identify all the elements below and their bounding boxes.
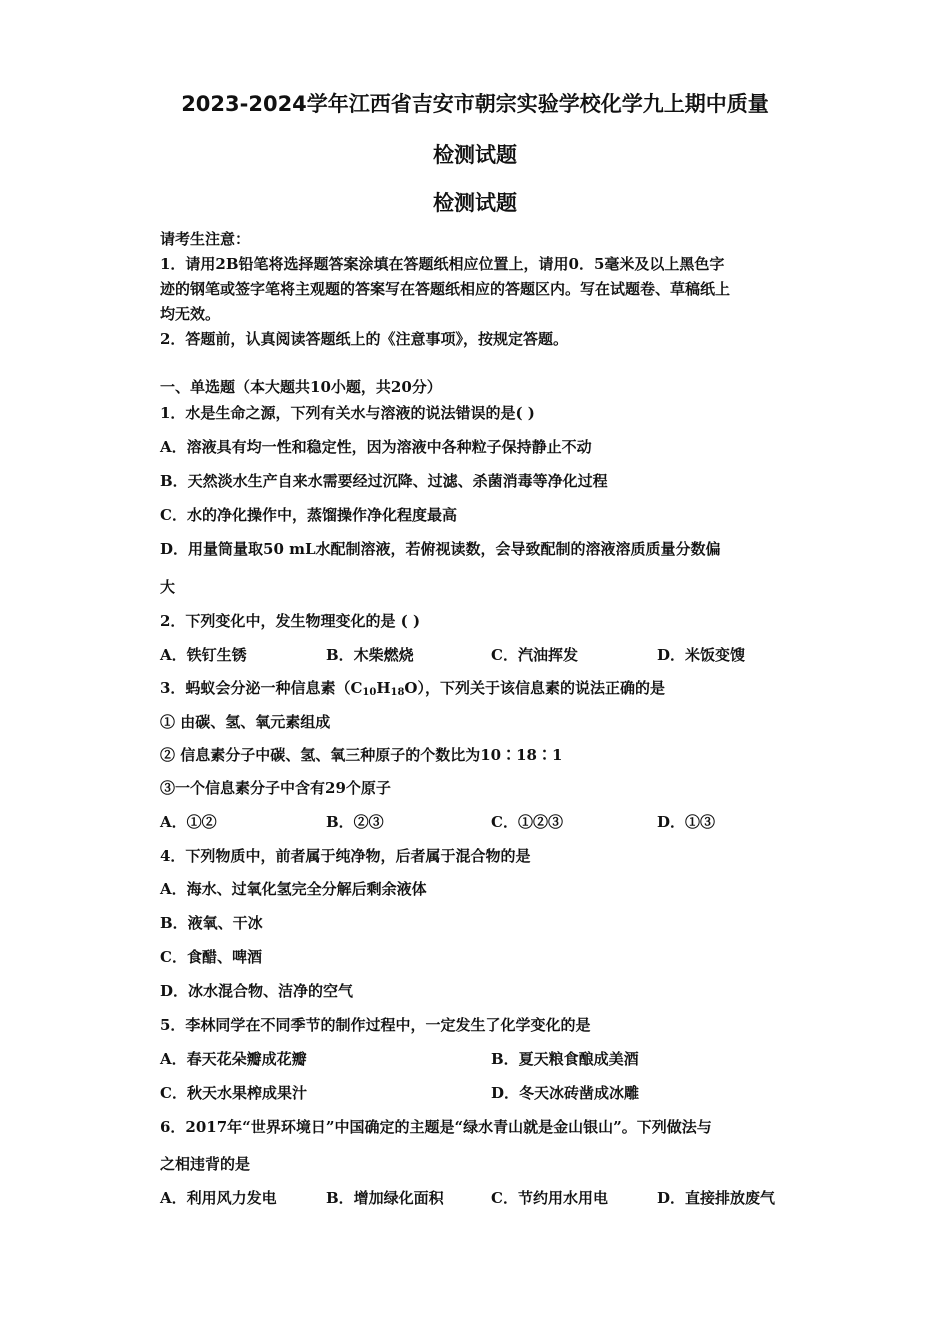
notice-item-1-line-3: 均无效。 bbox=[160, 305, 221, 323]
exam-title-line2: 检测试题 bbox=[433, 143, 517, 167]
q1-option-d-line-1: D．用量筒量取50 mL水配制溶液，若俯视读数，会导致配制的溶液溶质质量分数偏 bbox=[160, 540, 721, 558]
q3-statement-3: ③一个信息素分子中含有29个原子 bbox=[160, 779, 391, 797]
q4-option-d: D．冰水混合物、洁净的空气 bbox=[160, 982, 354, 1000]
notice-item-2: 2．答题前，认真阅读答题纸上的《注意事项》，按规定答题。 bbox=[160, 330, 568, 348]
q6-option-c: C．节约用水用电 bbox=[491, 1189, 608, 1207]
q3-statement-1: ① 由碳、氢、氧元素组成 bbox=[160, 713, 331, 731]
section-heading: 一、单选题（本大题共10小题，共20分） bbox=[160, 378, 442, 396]
q4-option-a: A．海水、过氧化氢完全分解后剩余液体 bbox=[160, 880, 427, 898]
notice-item-1-line-2: 迹的钢笔或签字笔将主观题的答案写在答题纸相应的答题区内。写在试题卷、草稿纸上 bbox=[160, 280, 731, 298]
q5-option-b: B．夏天粮食酿成美酒 bbox=[491, 1050, 639, 1068]
q3-option-a: A．①② bbox=[160, 813, 217, 831]
exam-subtitle: 检测试题 bbox=[433, 191, 517, 215]
q1-option-a: A．溶液具有均一性和稳定性，因为溶液中各种粒子保持静止不动 bbox=[160, 438, 592, 456]
q5-option-c: C．秋天水果榨成果汁 bbox=[160, 1084, 307, 1102]
q1-option-b: B．天然淡水生产自来水需要经过沉降、过滤、杀菌消毒等净化过程 bbox=[160, 472, 608, 490]
q5-stem: 5．李林同学在不同季节的制作过程中，一定发生了化学变化的是 bbox=[160, 1016, 591, 1034]
q3-stem-pre: 3．蚂蚁会分泌一种信息素（C bbox=[160, 679, 363, 697]
q3-option-b: B．②③ bbox=[326, 813, 384, 831]
q6-option-d: D．直接排放废气 bbox=[657, 1189, 776, 1207]
q3-option-c: C．①②③ bbox=[491, 813, 563, 831]
q2-option-a: A．铁钉生锈 bbox=[160, 646, 247, 664]
q6-stem-line-1: 6．2017年“世界环境日”中国确定的主题是“绿水青山就是金山银山”。下列做法与 bbox=[160, 1118, 712, 1136]
q1-stem: 1．水是生命之源，下列有关水与溶液的说法错误的是( ) bbox=[160, 404, 535, 422]
q1-option-c: C．水的净化操作中，蒸馏操作净化程度最高 bbox=[160, 506, 457, 524]
q3-statement-2: ② 信息素分子中碳、氢、氧三种原子的个数比为10∶18∶1 bbox=[160, 746, 563, 764]
q3-stem bbox=[160, 677, 800, 698]
notice-item-1-line-1: 1．请用2B铅笔将选择题答案涂填在答题纸相应位置上，请用0．5毫米及以上黑色字 bbox=[160, 255, 725, 273]
q3-stem-h: H bbox=[376, 679, 391, 697]
q2-stem: 2．下列变化中，发生物理变化的是 ( ) bbox=[160, 612, 421, 630]
q6-stem-line-2: 之相违背的是 bbox=[160, 1155, 251, 1173]
q2-option-d: D．米饭变馊 bbox=[657, 646, 746, 664]
q1-option-d-line-2: 大 bbox=[160, 578, 176, 596]
notice-heading: 请考生注意： bbox=[160, 230, 251, 248]
q5-option-d: D．冬天冰砖凿成冰雕 bbox=[491, 1084, 640, 1102]
exam-title-line1: 2023-2024学年江西省吉安市朝宗实验学校化学九上期中质量 bbox=[181, 92, 769, 116]
q3-sub-hydrogen: 18 bbox=[390, 687, 405, 698]
q6-option-a: A．利用风力发电 bbox=[160, 1189, 277, 1207]
q2-option-b: B．木柴燃烧 bbox=[326, 646, 414, 664]
q5-option-a: A．春天花朵瓣成花瓣 bbox=[160, 1050, 307, 1068]
q3-sub-carbon: 10 bbox=[362, 687, 377, 698]
q4-option-b: B．液氧、干冰 bbox=[160, 914, 263, 932]
q6-option-b: B．增加绿化面积 bbox=[326, 1189, 444, 1207]
q3-option-d: D．①③ bbox=[657, 813, 716, 831]
q4-stem: 4．下列物质中，前者属于纯净物，后者属于混合物的是 bbox=[160, 847, 531, 865]
q2-option-c: C．汽油挥发 bbox=[491, 646, 578, 664]
q3-stem-post: O），下列关于该信息素的说法正确的是 bbox=[404, 679, 665, 697]
q4-option-c: C．食醋、啤酒 bbox=[160, 948, 262, 966]
